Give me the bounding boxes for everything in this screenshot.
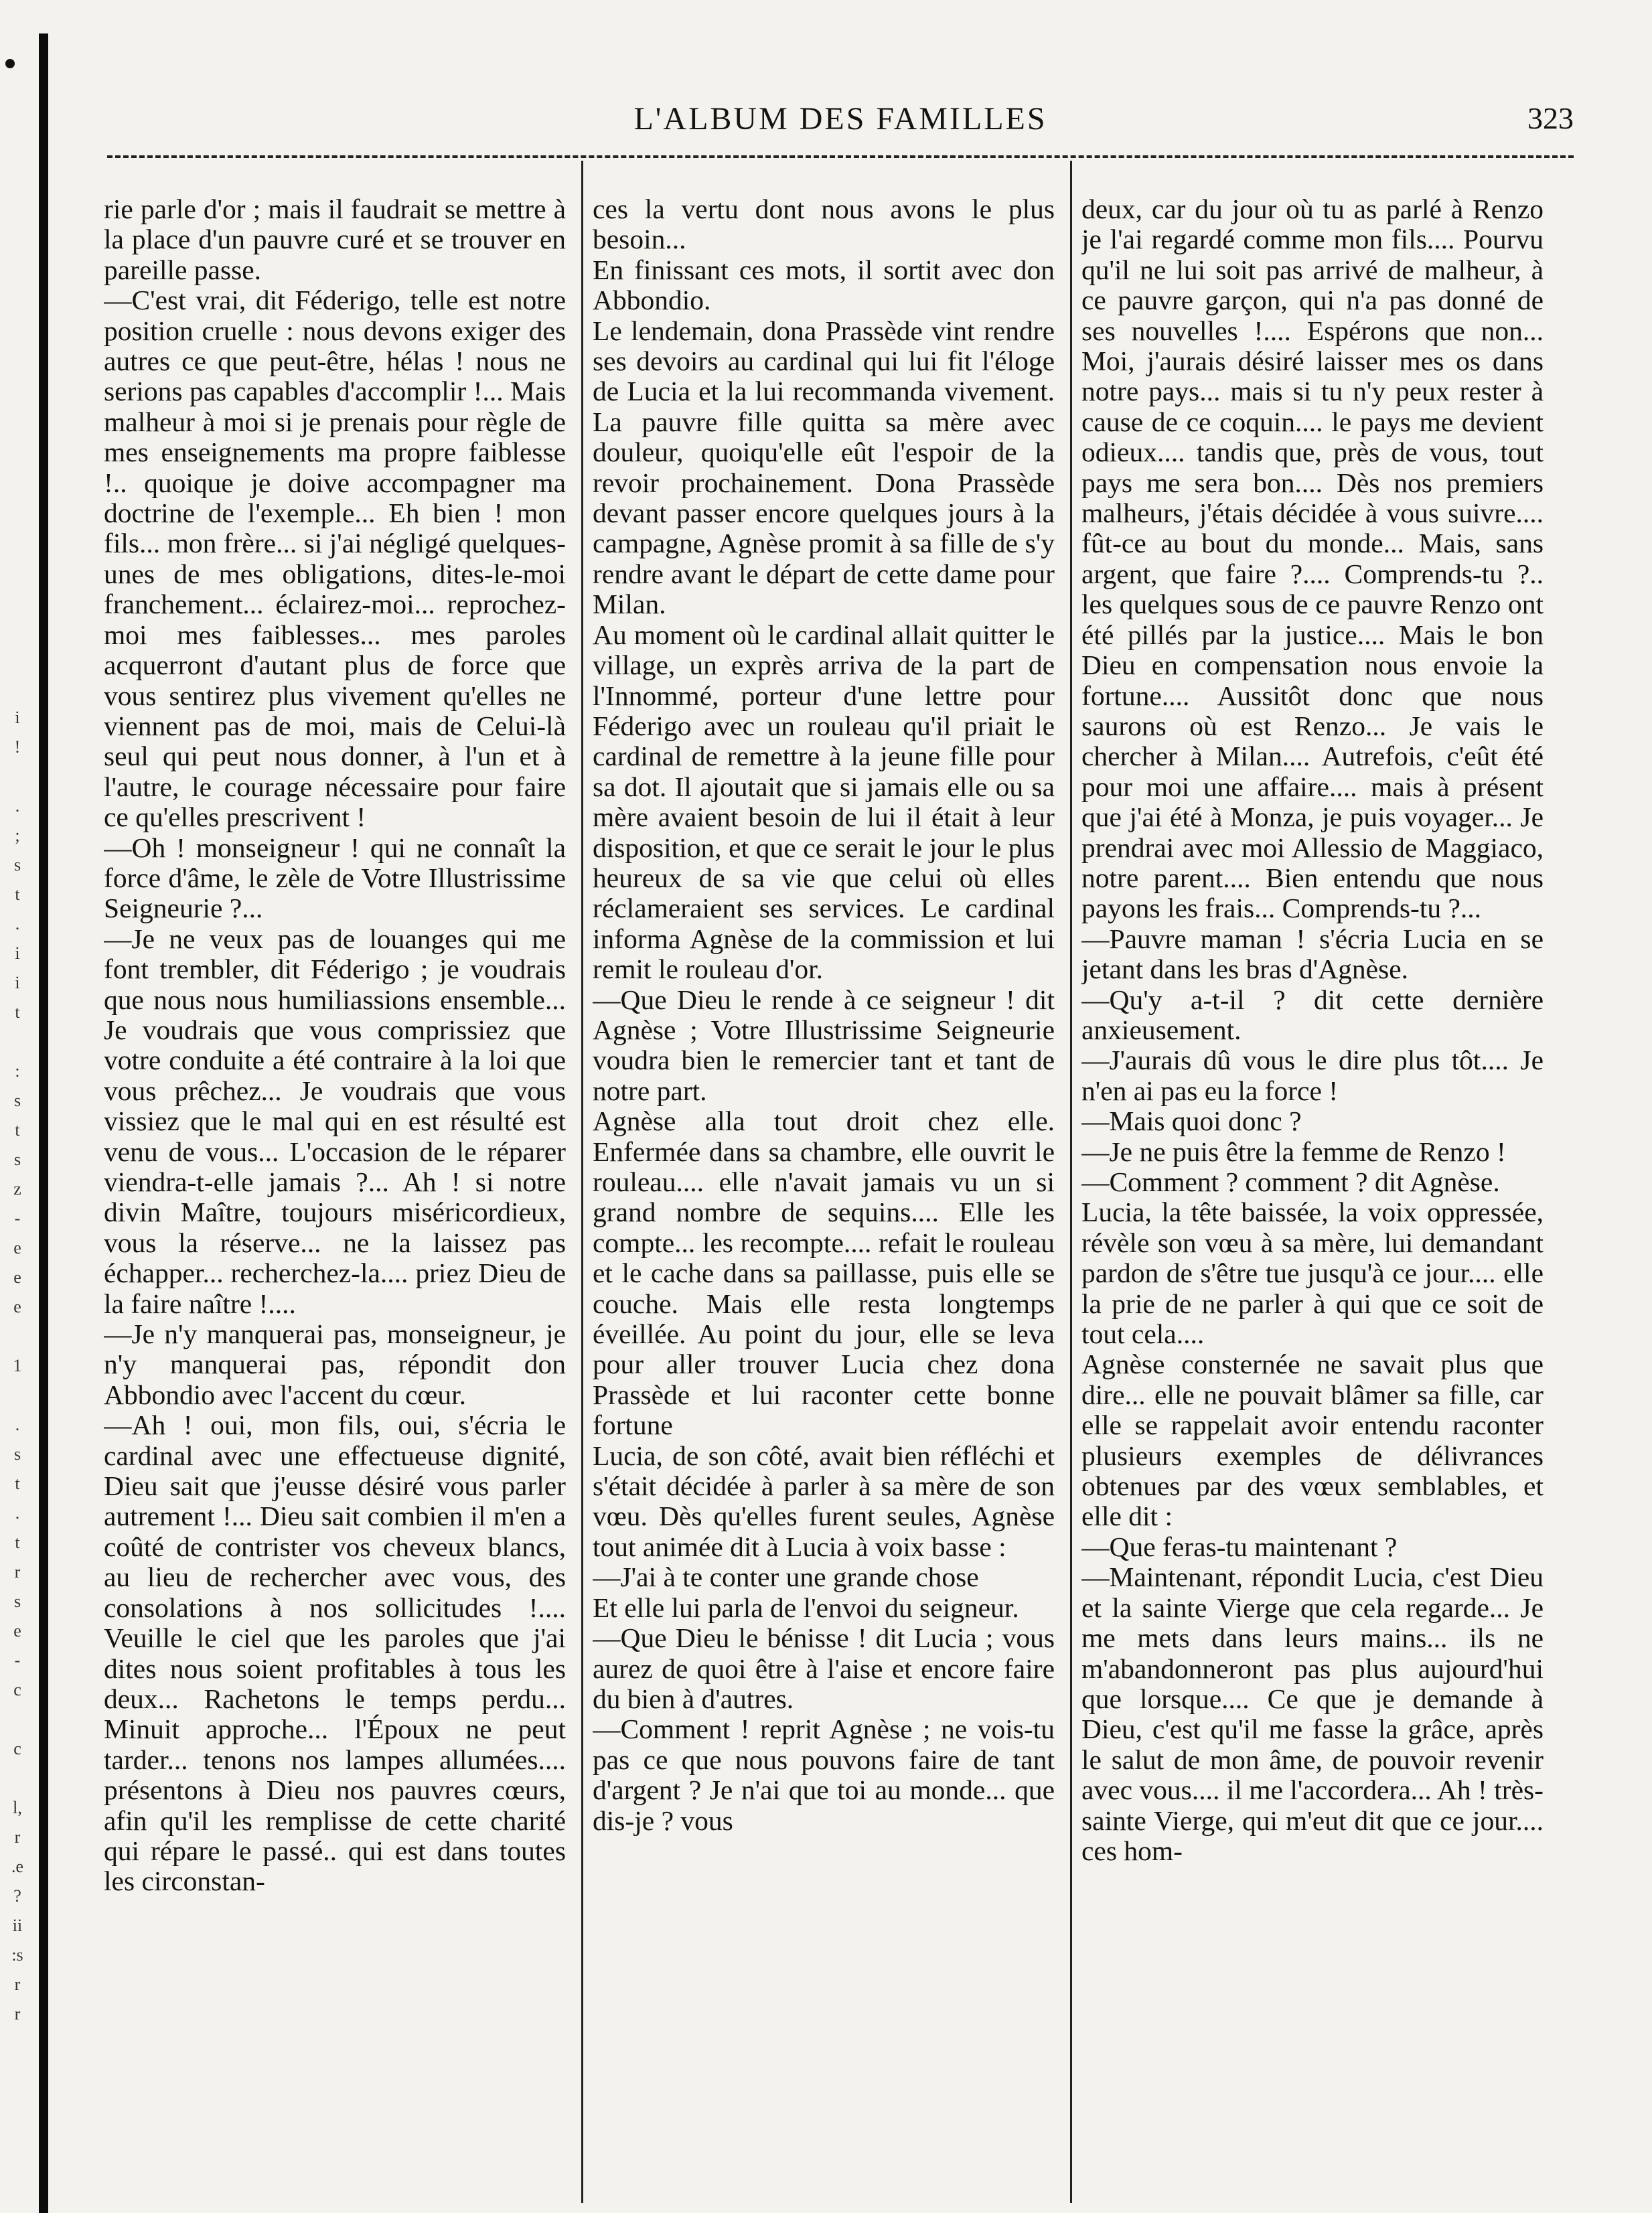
paragraph: ces la vertu dont nous avons le plus besoin... bbox=[593, 194, 1055, 255]
paragraph: Agnèse alla tout droit chez elle. Enfermée dans sa chambre, elle ouvrit le rouleau.... elle n'avait jamais vu un si grand nombre de sequins.... Elle les compte... les recompte.... refait le rouleau et le cache dans sa paillasse, puis elle se couche. Mais elle resta longtemps éveillée. Au point du jour, elle se leva pour aller trouver Lucia chez dona Prassède et lui raconter cette bonne fortune bbox=[593, 1105, 1055, 1441]
paragraph: Le lendemain, dona Prassède vint rendre ses devoirs au cardinal qui lui fit l'éloge de Lucia et la lui recommanda vivement. La pauvre fille quitta sa mère avec douleur, quoiqu'elle eût l'espoir de la revoir prochainement. Dona Prassède devant passer encore quelques jours à la campagne, Agnèse promit à sa fille de s'y rendre avant le départ de cette dame pour Milan. bbox=[593, 315, 1055, 620]
paragraph: Et elle lui parla de l'envoi du seigneur. bbox=[593, 1592, 1019, 1623]
paragraph: —Pauvre maman ! s'écria Lucia en se jetant dans les bras d'Agnèse. bbox=[1081, 923, 1544, 985]
margin-bleed-marks: i ! . ; s t . i i t : s t s z - e e e 1 . s t . t r s e - c c l, r .e ? ii :s r r bbox=[11, 708, 24, 2024]
paragraph: —Que feras-tu maintenant ? bbox=[1081, 1531, 1398, 1562]
paragraph: En finissant ces mots, il sortit avec don Abbondio. bbox=[593, 254, 1055, 316]
paragraph: —Comment ! reprit Agnèse ; ne vois-tu pas ce que nous pouvons faire de tant d'argent ? Je n'ai que toi au monde... que dis-je ? vous bbox=[593, 1713, 1055, 1836]
paragraph: deux, car du jour où tu as parlé à Renzo je l'ai regardé comme mon fils.... Pourvu qu'il ne lui soit pas arrivé de malheur, à ce pauvre garçon, qui n'a pas donné de ses nouvelles !.... Espérons que non... Moi, j'aurais désiré laisser mes os dans notre pays... mais si tu n'y peux rester à cause de ce coquin.... le pays me devient odieux.... tandis que, près de vous, tout pays me sera bon.... Dès nos premiers malheurs, j'étais décidée à vous suivre.... fût-ce au bout du monde... Mais, sans argent, que faire ?.... Comprends-tu ?.. les quelques sous de ce pauvre Renzo ont été pillés par la justice.... Mais le bon Dieu en compensation nous envoie la fortune.... Aussitôt donc que nous saurons où est Renzo... Je vais le chercher à Milan.... Autrefois, c'eût été pour moi une affaire.... mais à présent que j'ai été à Monza, je puis voyager... Je prendrai avec moi Allessio de Maggiaco, notre parent.... Bien entendu que nous payons les frais... Comprends-tu ?... bbox=[1081, 194, 1544, 924]
paragraph: —Je n'y manquerai pas, monseigneur, je n'y manquerai pas, répondit don Abbondio avec l'accent du cœur. bbox=[104, 1318, 566, 1410]
text-column-2 bbox=[593, 194, 1055, 2200]
running-title: L'ALBUM DES FAMILLES bbox=[633, 101, 1047, 137]
binding-shadow bbox=[39, 33, 48, 2213]
paragraph: rie parle d'or ; mais il faudrait se mettre à la place d'un pauvre curé et se trouver en pareille passe. bbox=[104, 194, 566, 285]
margin-dot bbox=[5, 59, 15, 68]
paragraph: —Que Dieu le bénisse ! dit Lucia ; vous aurez de quoi être à l'aise et encore faire du bien à d'autres. bbox=[593, 1622, 1055, 1714]
paragraph: —Mais quoi donc ? bbox=[1081, 1105, 1302, 1137]
header-rule bbox=[107, 155, 1574, 158]
paragraph: —Je ne veux pas de louanges qui me font trembler, dit Féderigo ; je voudrais que nous nous humiliassions ensemble... Je voudrais que vous comprissiez que votre conduite a été contraire à la loi que vous prêchez... Je voudrais que vous vissiez que le mal qui en est résulté est venu de vous... L'occasion de le réparer viendra-t-elle jamais ?... Ah ! si notre divin Maître, toujours miséricordieux, vous la réserve... ne la laissez pas échapper... recherchez-la.... priez Dieu de la faire naître !.... bbox=[104, 923, 566, 1319]
paragraph: —Que Dieu le rende à ce seigneur ! dit Agnèse ; Votre Illustrissime Seigneurie voudra bien le remercier tant et tant de notre part. bbox=[593, 984, 1055, 1106]
paragraph: —Maintenant, répondit Lucia, c'est Dieu et la sainte Vierge que cela regarde... Je me mets dans leurs mains... ils ne m'abandonneront pas plus aujourd'hui que lorsque.... Ce que je demande à Dieu, c'est qu'il me fasse la grâce, après le salut de mon âme, de pouvoir revenir avec vous.... il me l'accordera... Ah ! très-sainte Vierge, qui m'eut dit que ce jour.... ces hom- bbox=[1081, 1561, 1544, 1866]
column-rule bbox=[1070, 161, 1072, 2203]
paragraph: Au moment où le cardinal allait quitter le village, un exprès arriva de la part de l'Innommé, porteur d'une lettre pour Féderigo avec un rouleau qu'il priait le cardinal de remettre à la jeune fille pour sa dot. Il ajoutait que si jamais elle ou sa mère avaient besoin de lui il était à leur disposition, et que ce serait le jour le plus heureux de sa vie que celui où elles réclameraient ses services. Le cardinal informa Agnèse de la commission et lui remit le rouleau d'or. bbox=[593, 619, 1055, 985]
text-column-3 bbox=[1081, 194, 1544, 2200]
paragraph: —Oh ! monseigneur ! qui ne connaît la force d'âme, le zèle de Votre Illustrissime Seigneurie ?... bbox=[104, 832, 566, 924]
paragraph: —Ah ! oui, mon fils, oui, s'écria le cardinal avec une effectueuse dignité, Dieu sait que j'eusse désiré vous parler autrement !... Dieu sait combien il m'en a coûté de contrister vos cheveux blancs, au lieu de rechercher avec vous, des consolations à nos sollicitudes !.... Veuille le ciel que les paroles que j'ai dites nous soient profitables à tous les deux... Rachetons le temps perdu... Minuit approche... l'Époux ne peut tarder... tenons nos lampes allumées.... présentons à Dieu nos pauvres cœurs, afin qu'il les remplisse de cette charité qui répare le passé.. qui est dans toutes les circonstan- bbox=[104, 1409, 566, 1897]
paragraph: —C'est vrai, dit Féderigo, telle est notre position cruelle : nous devons exiger des autres ce que peut-être, hélas ! nous ne serions pas capables d'accomplir !... Mais malheur à moi si je prenais pour règle de mes enseignements ma propre faiblesse !.. quoique je doive accompagner ma doctrine de l'exemple... Eh bien ! mon fils... mon frère... si j'ai négligé quelques-unes de mes obligations, dites-le-moi franchement... éclairez-moi... reprochez-moi mes faiblesses... mes paroles acquerront d'autant plus de force que vous sentirez plus vivement qu'elles ne viennent pas de moi, mais de Celui-là seul qui peut nous donner, à l'un et à l'autre, le courage nécessaire pour faire ce qu'elles prescrivent ! bbox=[104, 285, 566, 833]
paragraph: —Comment ? comment ? dit Agnèse. bbox=[1081, 1166, 1500, 1197]
paragraph: Lucia, la tête baissée, la voix oppressée, révèle son vœu à sa mère, lui demandant pardon de s'être tue jusqu'à ce jour.... elle la prie de ne parler à qui que ce soit de tout cela.... bbox=[1081, 1197, 1544, 1350]
text-column-1 bbox=[104, 194, 566, 2200]
paragraph: —Qu'y a-t-il ? dit cette dernière anxieusement. bbox=[1081, 984, 1544, 1045]
paragraph: Lucia, de son côté, avait bien réfléchi et s'était décidée à parler à sa mère de son vœu. Dès qu'elles furent seules, Agnèse tout animée dit à Lucia à voix basse : bbox=[593, 1440, 1055, 1562]
page-number: 323 bbox=[1527, 101, 1574, 135]
paragraph: —Je ne puis être la femme de Renzo ! bbox=[1081, 1136, 1506, 1167]
paragraph: —J'aurais dû vous le dire plus tôt.... Je n'en ai pas eu la force ! bbox=[1081, 1045, 1544, 1106]
column-rule bbox=[581, 161, 583, 2203]
running-header bbox=[107, 100, 1574, 147]
paragraph: —J'ai à te conter une grande chose bbox=[593, 1561, 979, 1593]
paragraph: Agnèse consternée ne savait plus que dire... elle ne pouvait blâmer sa fille, car elle se rappelait avoir entendu raconter plusieurs exemples de délivrances obtenues par des vœux semblables, et elle dit : bbox=[1081, 1349, 1544, 1532]
